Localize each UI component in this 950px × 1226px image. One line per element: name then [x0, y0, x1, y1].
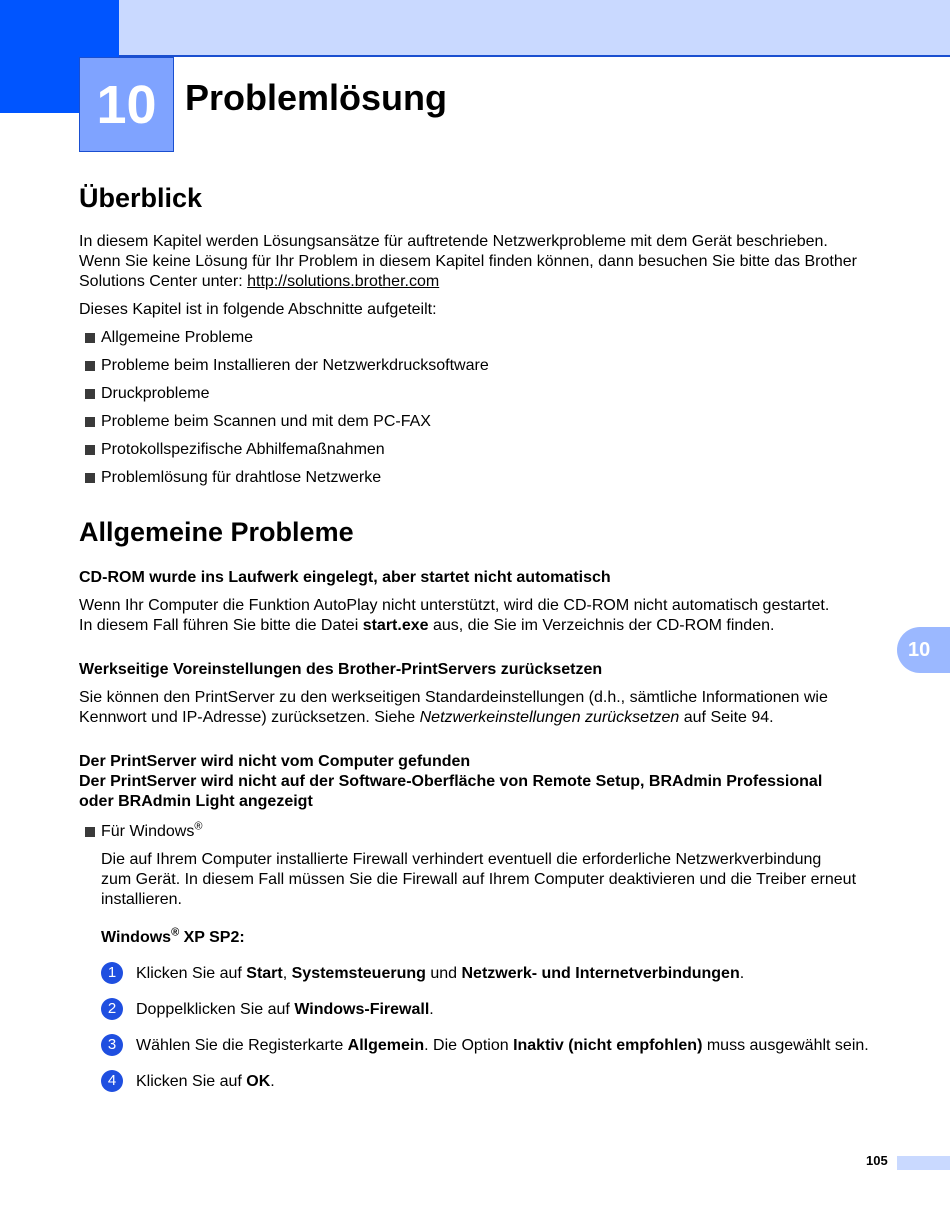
firewall-line-1: Die auf Ihrem Computer installierte Firewall verhindert eventuell die erforderliche Netzwerkverbindung — [101, 851, 822, 868]
step-number-icon: 2 — [101, 998, 123, 1020]
cdrom-line-2-a: In diesem Fall führen Sie bitte die Datei — [79, 617, 363, 634]
step-text: Doppelklicken Sie auf — [136, 1001, 295, 1018]
step-item — [101, 1072, 899, 1092]
square-bullet-icon — [85, 417, 95, 427]
square-bullet-icon — [85, 389, 95, 399]
step-text: , — [282, 965, 292, 982]
step-text: . — [429, 1001, 434, 1018]
list-item — [79, 328, 899, 348]
step-item — [101, 1036, 899, 1056]
list-item-label: Problemlösung für drahtlose Netzwerke — [101, 469, 382, 486]
cdrom-heading: CD-ROM wurde ins Laufwerk eingelegt, aber startet nicht automatisch — [79, 569, 611, 586]
windows-list — [79, 822, 899, 842]
firewall-line-2: zum Gerät. In diesem Fall müssen Sie die Firewall auf Ihrem Computer deaktivieren und die Treiber erneut — [101, 871, 857, 888]
step-bold: Windows-Firewall — [294, 1001, 430, 1018]
chapter-number-box — [79, 57, 174, 152]
reset-text — [79, 688, 899, 728]
reset-line-2-a: Kennwort und IP-Adresse) zurücksetzen. Siehe — [79, 709, 420, 726]
start-exe-label: start.exe — [362, 617, 429, 634]
square-bullet-icon — [85, 445, 95, 455]
chapter-side-tab — [897, 627, 950, 673]
list-item — [79, 440, 899, 460]
list-item — [79, 356, 899, 376]
overview-line-2: Wenn Sie keine Lösung für Ihr Problem in diesem Kapitel finden können, dann besuchen Sie bitte das Brother — [79, 253, 857, 270]
cdrom-line-1: Wenn Ihr Computer die Funktion AutoPlay nicht unterstützt, wird die CD-ROM nicht automatisch gestartet. — [79, 597, 830, 614]
step-text: . — [270, 1073, 275, 1090]
step-bold: Allgemein — [347, 1037, 425, 1054]
list-item — [79, 384, 899, 404]
reset-line-2-c: auf Seite 94. — [679, 709, 774, 726]
list-item-label: Probleme beim Installieren der Netzwerkdrucksoftware — [101, 357, 489, 374]
xp-label-windows: Windows — [101, 929, 172, 946]
list-item-label: Allgemeine Probleme — [101, 329, 254, 346]
step-text: . Die Option — [424, 1037, 514, 1054]
step-bold: Inaktiv (nicht empfohlen) — [513, 1037, 703, 1054]
reset-line-2 — [79, 708, 899, 728]
list-item — [79, 822, 899, 842]
step-bold: OK — [246, 1073, 271, 1090]
printserver-heading — [79, 752, 899, 812]
step-number-icon: 1 — [101, 962, 123, 984]
side-tab-label: 10 — [908, 638, 931, 661]
windows-bullet-label: Für Windows — [101, 823, 195, 840]
footer-bar — [897, 1156, 950, 1170]
chapter-title: Problemlösung — [185, 77, 448, 118]
list-item — [79, 468, 899, 488]
registered-mark: ® — [194, 820, 203, 833]
solutions-center-link[interactable]: http://solutions.brother.com — [247, 273, 440, 290]
square-bullet-icon — [85, 361, 95, 371]
overview-intro — [79, 232, 899, 292]
main-content — [79, 180, 899, 1092]
overview-sections-intro: Dieses Kapitel ist in folgende Abschnitte aufgeteilt: — [79, 301, 437, 318]
reset-heading: Werkseitige Voreinstellungen des Brother-PrintServers zurücksetzen — [79, 661, 603, 678]
list-item-label: Druckprobleme — [101, 385, 210, 402]
overview-line-1: In diesem Kapitel werden Lösungsansätze für auftretende Netzwerkprobleme mit dem Gerät beschrieben. — [79, 233, 828, 250]
xp-label-version: XP SP2: — [179, 929, 245, 946]
square-bullet-icon — [85, 473, 95, 483]
firewall-line-3: installieren. — [101, 891, 182, 908]
overview-heading: Überblick — [79, 183, 203, 213]
list-item-label: Probleme beim Scannen und mit dem PC-FAX — [101, 413, 431, 430]
step-item — [101, 964, 899, 984]
step-text: Klicken Sie auf — [136, 1073, 247, 1090]
printserver-heading-line-3: oder BRAdmin Light angezeigt — [79, 793, 313, 810]
square-bullet-icon — [85, 333, 95, 343]
page-number: 105 — [866, 1153, 888, 1168]
registered-mark: ® — [171, 926, 180, 939]
firewall-text — [101, 850, 899, 910]
cdrom-line-2-c: aus, die Sie im Verzeichnis der CD-ROM finden. — [428, 617, 775, 634]
step-text: Wählen Sie die Registerkarte — [136, 1037, 348, 1054]
reset-cross-reference: Netzwerkeinstellungen zurücksetzen — [419, 709, 680, 726]
step-number-icon: 4 — [101, 1070, 123, 1092]
reset-line-1: Sie können den PrintServer zu den werkseitigen Standardeinstellungen (d.h., sämtliche Informationen wie — [79, 689, 828, 706]
header-band — [119, 0, 950, 57]
xp-sp2-label — [101, 928, 899, 948]
cdrom-line-2 — [79, 616, 899, 636]
step-item — [101, 1000, 899, 1020]
cdrom-text — [79, 596, 899, 636]
chapter-number: 10 — [96, 74, 157, 135]
step-bold: Systemsteuerung — [291, 965, 426, 982]
step-text: und — [425, 965, 462, 982]
overview-line-3 — [79, 272, 899, 292]
list-item-label: Protokollspezifische Abhilfemaßnahmen — [101, 441, 385, 458]
step-bold: Netzwerk- und Internetverbindungen — [461, 965, 740, 982]
general-problems-heading: Allgemeine Probleme — [79, 517, 354, 547]
list-item — [79, 412, 899, 432]
step-text: . — [739, 965, 745, 982]
printserver-heading-line-2: Der PrintServer wird nicht auf der Software-Oberfläche von Remote Setup, BRAdmin Professional — [79, 773, 823, 790]
step-number-icon: 3 — [101, 1034, 123, 1056]
steps-list — [79, 964, 899, 1092]
step-bold: Start — [246, 965, 283, 982]
overview-line-3-text: Solutions Center unter: — [79, 273, 248, 290]
step-text: Klicken Sie auf — [136, 965, 247, 982]
printserver-heading-line-1: Der PrintServer wird nicht vom Computer gefunden — [79, 753, 471, 770]
square-bullet-icon — [85, 827, 95, 837]
section-list — [79, 328, 899, 488]
step-text: muss ausgewählt sein. — [702, 1037, 869, 1054]
